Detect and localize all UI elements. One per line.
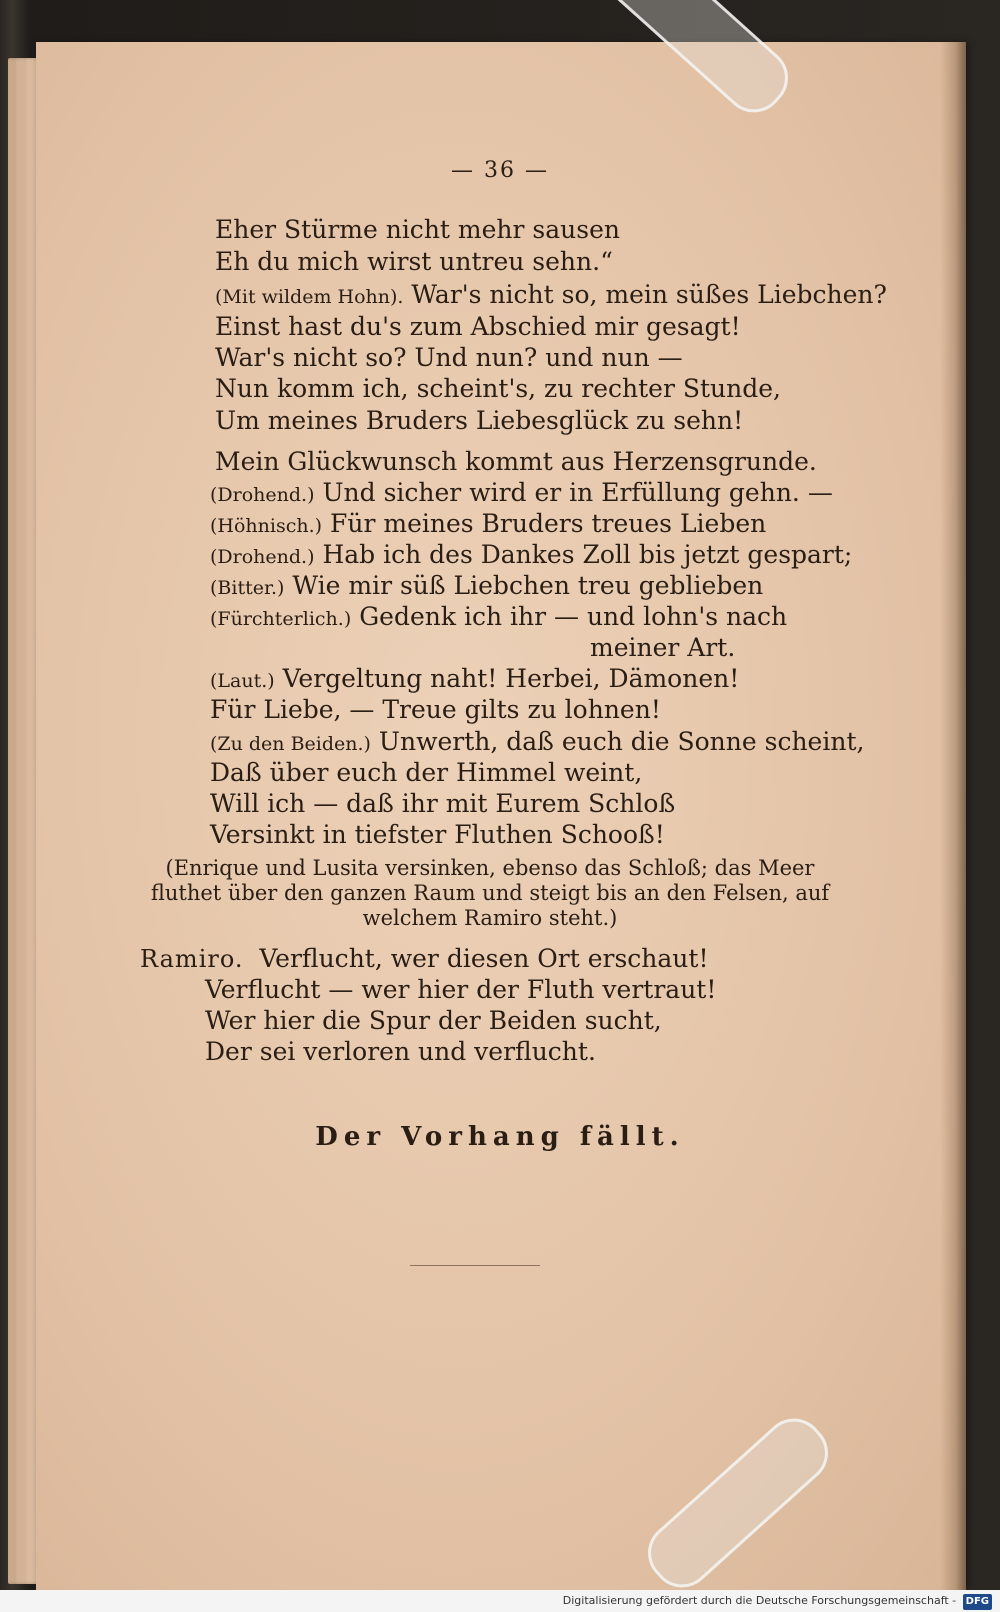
verse-line: (Laut.) Vergeltung naht! Herbei, Dämonen! [210,664,740,693]
stage-direction-line: (Enrique und Lusita versinken, ebenso das Schloß; das Meer [165,856,815,880]
verse-line: Mein Glückwunsch kommt aus Herzensgrunde. [215,447,817,476]
stage-direction-line: welchem Ramiro steht.) [362,906,618,930]
verse-line: Einst hast du's zum Abschied mir gesagt! [215,312,741,341]
end-rule [410,1265,540,1266]
speech-line: Der sei verloren und verflucht. [205,1037,596,1066]
speaker-name: Ramiro. [140,945,244,973]
verse-line: Um meines Bruders Liebesglück zu sehn! [215,406,744,435]
page-gutter-shadow [940,42,966,1590]
verse-line: Eh du mich wirst untreu sehn.“ [215,247,613,276]
verse-line: Daß über euch der Himmel weint, [210,758,643,787]
dfg-logo: DFG [963,1594,992,1610]
inline-direction: (Drohend.) [210,484,315,506]
verse-line: Eher Stürme nicht mehr sausen [215,215,620,244]
footer-text: Digitalisierung gefördert durch die Deutsche Forschungsgemeinschaft - [562,1594,957,1607]
stage-direction-line: fluthet über den ganzen Raum und steigt bis an den Felsen, auf [150,881,830,905]
speech-line: Verflucht — wer hier der Fluth vertraut! [205,975,717,1004]
verse-line: (Zu den Beiden.) Unwerth, daß euch die Sonne scheint, [210,727,865,756]
curtain-line: Der Vorhang fällt. [315,1122,685,1152]
inline-direction: (Bitter.) [210,577,285,599]
inline-direction: (Höhnisch.) [210,515,323,537]
inline-direction: (Zu den Beiden.) [210,733,371,755]
verse-line: Nun komm ich, scheint's, zu rechter Stunde, [215,374,781,403]
verse-line: Will ich — daß ihr mit Eurem Schloß [210,789,676,818]
inline-direction: (Laut.) [210,670,275,692]
inline-direction: (Fürchterlich.) [210,608,352,630]
inline-direction: (Mit wildem Hohn). [215,286,404,308]
verse-line: (Drohend.) Hab ich des Dankes Zoll bis jetzt gespart; [210,540,853,569]
verse-line: (Höhnisch.) Für meines Bruders treues Lieben [210,509,767,538]
verse-line: Versinkt in tiefster Fluthen Schooß! [210,820,665,849]
footer-credit [0,1590,1000,1612]
inline-direction: (Drohend.) [210,546,315,568]
speech-line: Ramiro. Verflucht, wer diesen Ort erschaut! [140,944,709,973]
verse-line: (Mit wildem Hohn). War's nicht so, mein süßes Liebchen? [215,280,887,309]
verse-line: (Fürchterlich.) Gedenk ich ihr — und lohn's nach [210,602,788,631]
speech-line: Wer hier die Spur der Beiden sucht, [205,1006,662,1035]
verse-line: (Drohend.) Und sicher wird er in Erfüllung gehn. — [210,478,833,507]
verse-line: meiner Art. [590,633,736,662]
verse-line: (Bitter.) Wie mir süß Liebchen treu geblieben [210,571,764,600]
verse-line: Für Liebe, — Treue gilts zu lohnen! [210,695,661,724]
page-number: — 36 — [451,158,549,183]
verse-line: War's nicht so? Und nun? und nun — [215,343,683,372]
